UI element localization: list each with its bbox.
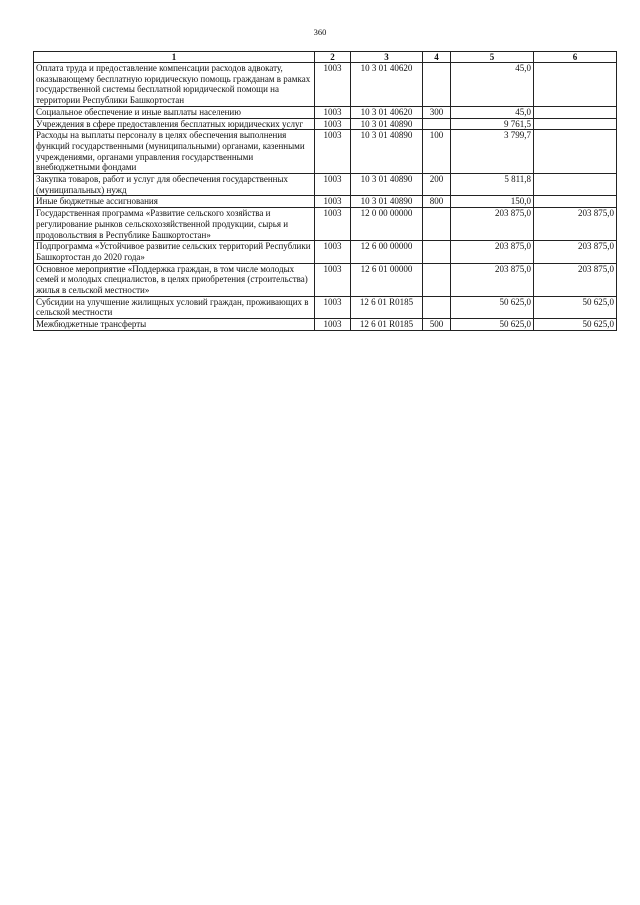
amount-year1-cell: 203 875,0 xyxy=(451,241,534,263)
column-header-5: 5 xyxy=(451,52,534,63)
expense-type-cell xyxy=(423,208,451,241)
table-row xyxy=(34,241,617,263)
table-row xyxy=(34,63,617,107)
expense-type-cell: 100 xyxy=(423,130,451,174)
target-code-cell: 12 6 01 R0185 xyxy=(351,319,423,331)
amount-year1-cell: 45,0 xyxy=(451,106,534,118)
header-row xyxy=(34,52,617,63)
item-name-cell: Государственная программа «Развитие сельского хозяйства и регулирование рынков сельскохозяйственной продукции, сырья и продовольствия в Республике Башкортостан» xyxy=(34,208,315,241)
target-code-cell: 10 3 01 40890 xyxy=(351,130,423,174)
amount-year1-cell: 150,0 xyxy=(451,196,534,208)
table-row xyxy=(34,196,617,208)
table-row xyxy=(34,174,617,196)
amount-year1-cell: 203 875,0 xyxy=(451,263,534,296)
amount-year2-cell xyxy=(534,130,617,174)
amount-year2-cell: 203 875,0 xyxy=(534,241,617,263)
table-row xyxy=(34,118,617,130)
section-code-cell: 1003 xyxy=(315,296,351,318)
target-code-cell: 12 6 00 00000 xyxy=(351,241,423,263)
amount-year2-cell xyxy=(534,106,617,118)
expense-type-cell xyxy=(423,241,451,263)
item-name-cell: Основное мероприятие «Поддержка граждан, в том числе молодых семей и молодых специалистов, в целях приобретения (строительства) жилья в сельской местности» xyxy=(34,263,315,296)
item-name-cell: Расходы на выплаты персоналу в целях обеспечения выполнения функций государственными (муниципальными) органами, казенными учреждениями, органами управления государственными внебюджетными фондами xyxy=(34,130,315,174)
expense-type-cell: 200 xyxy=(423,174,451,196)
amount-year1-cell: 5 811,8 xyxy=(451,174,534,196)
item-name-cell: Иные бюджетные ассигнования xyxy=(34,196,315,208)
budget-table xyxy=(33,51,617,331)
column-header-3: 3 xyxy=(351,52,423,63)
item-name-cell: Закупка товаров, работ и услуг для обеспечения государственных (муниципальных) нужд xyxy=(34,174,315,196)
expense-type-cell xyxy=(423,63,451,107)
item-name-cell: Оплата труда и предоставление компенсации расходов адвокату, оказывающему бесплатную юридическую помощь гражданам в рамках государственной системы бесплатной юридической помощи на территории Республики Башкортостан xyxy=(34,63,315,107)
target-code-cell: 12 0 00 00000 xyxy=(351,208,423,241)
table-row xyxy=(34,263,617,296)
amount-year2-cell: 203 875,0 xyxy=(534,263,617,296)
section-code-cell: 1003 xyxy=(315,130,351,174)
target-code-cell: 10 3 01 40890 xyxy=(351,118,423,130)
item-name-cell: Подпрограмма «Устойчивое развитие сельских территорий Республики Башкортостан до 2020 года» xyxy=(34,241,315,263)
amount-year2-cell: 50 625,0 xyxy=(534,319,617,331)
expense-type-cell xyxy=(423,296,451,318)
table-row xyxy=(34,319,617,331)
table-row xyxy=(34,296,617,318)
section-code-cell: 1003 xyxy=(315,241,351,263)
amount-year2-cell xyxy=(534,174,617,196)
table-row xyxy=(34,208,617,241)
page-number: 360 xyxy=(313,27,327,37)
section-code-cell: 1003 xyxy=(315,208,351,241)
amount-year1-cell: 50 625,0 xyxy=(451,319,534,331)
amount-year2-cell xyxy=(534,63,617,107)
item-name-cell: Учреждения в сфере предоставления бесплатных юридических услуг xyxy=(34,118,315,130)
target-code-cell: 10 3 01 40620 xyxy=(351,63,423,107)
section-code-cell: 1003 xyxy=(315,63,351,107)
amount-year2-cell: 203 875,0 xyxy=(534,208,617,241)
expense-type-cell xyxy=(423,263,451,296)
amount-year2-cell xyxy=(534,118,617,130)
item-name-cell: Межбюджетные трансферты xyxy=(34,319,315,331)
table-row xyxy=(34,106,617,118)
target-code-cell: 12 6 01 R0185 xyxy=(351,296,423,318)
section-code-cell: 1003 xyxy=(315,118,351,130)
column-header-1: 1 xyxy=(34,52,315,63)
column-header-4: 4 xyxy=(423,52,451,63)
section-code-cell: 1003 xyxy=(315,196,351,208)
item-name-cell: Субсидии на улучшение жилищных условий граждан, проживающих в сельской местности xyxy=(34,296,315,318)
expense-type-cell: 300 xyxy=(423,106,451,118)
target-code-cell: 12 6 01 00000 xyxy=(351,263,423,296)
expense-type-cell: 500 xyxy=(423,319,451,331)
section-code-cell: 1003 xyxy=(315,319,351,331)
amount-year1-cell: 45,0 xyxy=(451,63,534,107)
table-body xyxy=(34,63,617,331)
amount-year2-cell xyxy=(534,196,617,208)
amount-year2-cell: 50 625,0 xyxy=(534,296,617,318)
column-header-6: 6 xyxy=(534,52,617,63)
amount-year1-cell: 50 625,0 xyxy=(451,296,534,318)
table-row xyxy=(34,130,617,174)
amount-year1-cell: 203 875,0 xyxy=(451,208,534,241)
section-code-cell: 1003 xyxy=(315,174,351,196)
target-code-cell: 10 3 01 40890 xyxy=(351,174,423,196)
target-code-cell: 10 3 01 40620 xyxy=(351,106,423,118)
section-code-cell: 1003 xyxy=(315,263,351,296)
expense-type-cell xyxy=(423,118,451,130)
amount-year1-cell: 3 799,7 xyxy=(451,130,534,174)
table-header xyxy=(34,52,617,63)
column-header-2: 2 xyxy=(315,52,351,63)
section-code-cell: 1003 xyxy=(315,106,351,118)
expense-type-cell: 800 xyxy=(423,196,451,208)
item-name-cell: Социальное обеспечение и иные выплаты населению xyxy=(34,106,315,118)
amount-year1-cell: 9 761,5 xyxy=(451,118,534,130)
target-code-cell: 10 3 01 40890 xyxy=(351,196,423,208)
